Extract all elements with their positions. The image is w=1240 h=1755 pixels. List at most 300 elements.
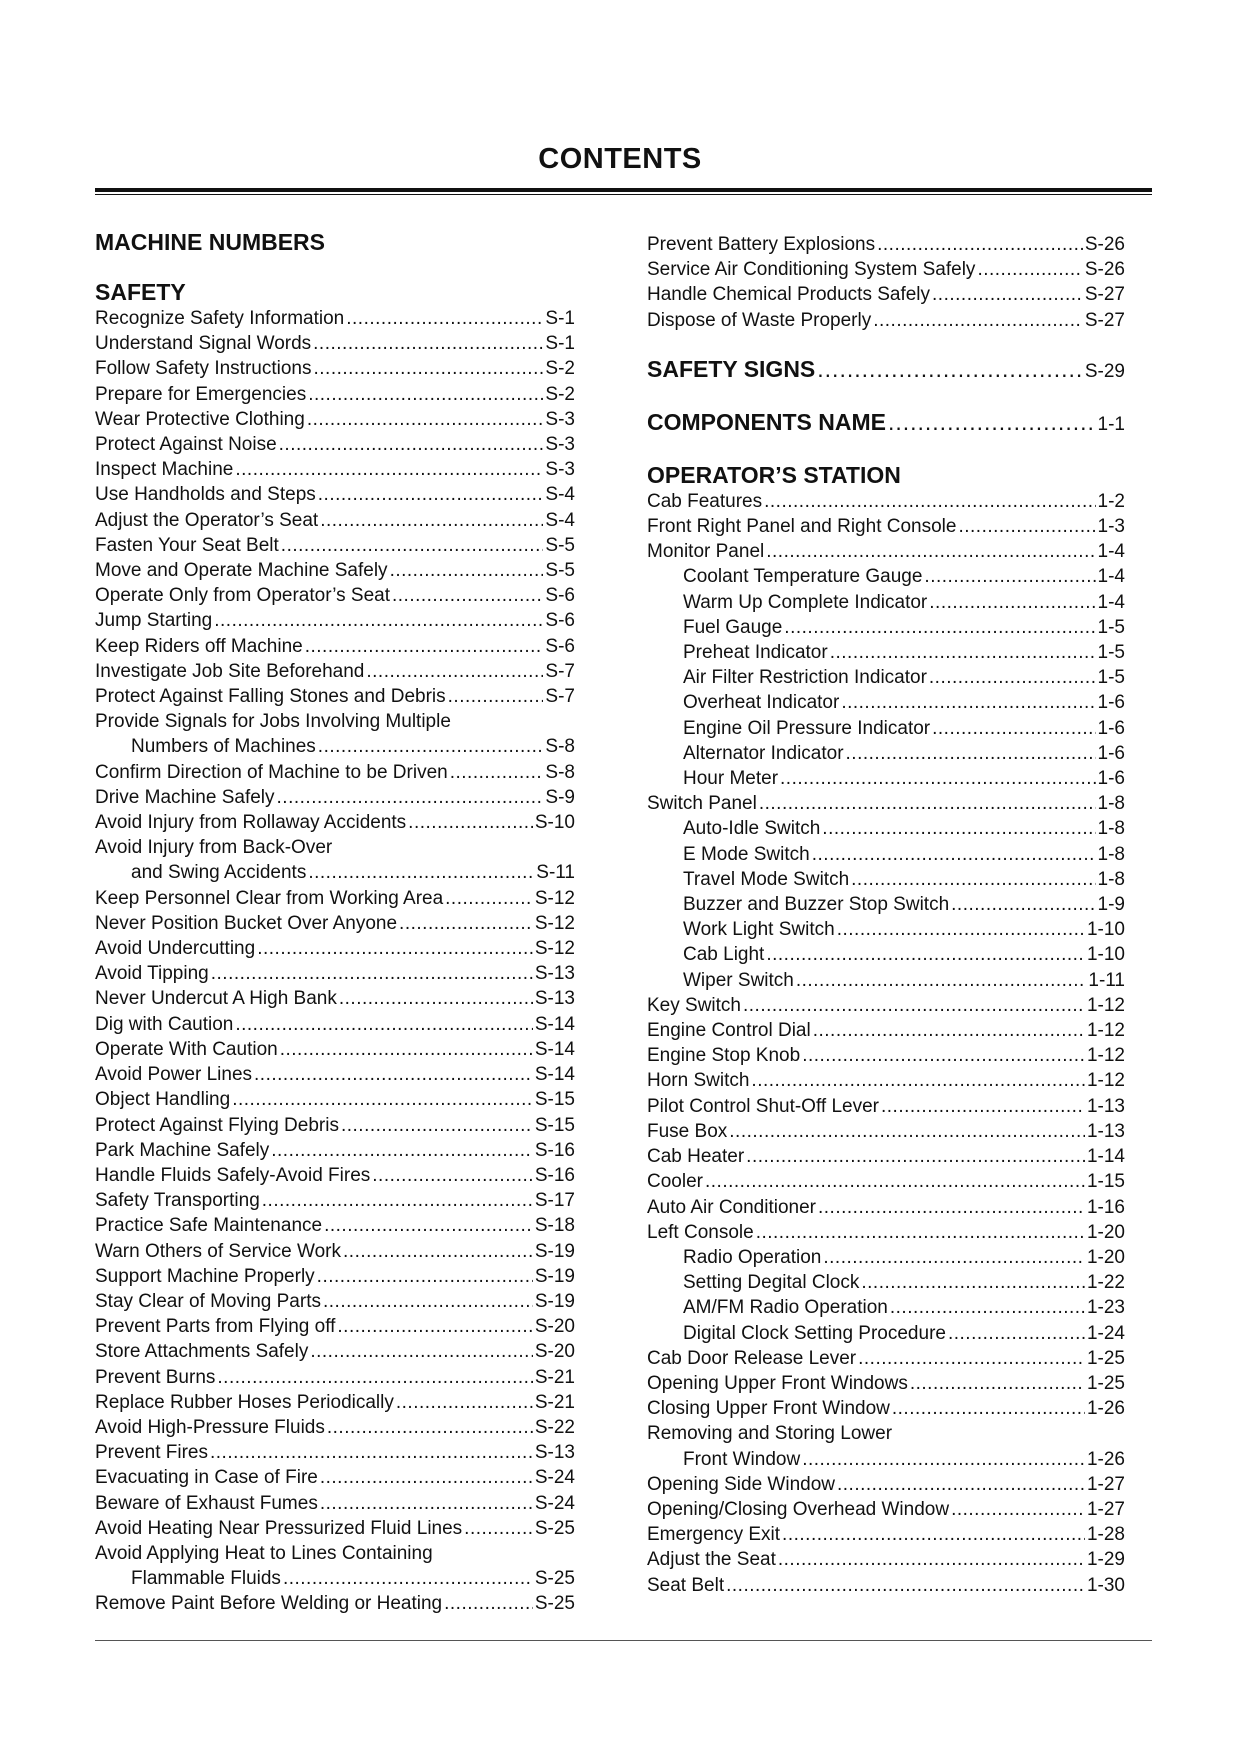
- toc-entry-title: Closing Upper Front Window: [647, 1398, 890, 1420]
- leader-dots: [277, 785, 544, 810]
- leader-dots: [759, 791, 1096, 816]
- toc-entry[interactable]: [95, 1239, 575, 1264]
- toc-entry-page: S-26: [1084, 259, 1125, 281]
- toc-entry-page: S-4: [545, 484, 575, 506]
- toc-entry-page: S-21: [534, 1366, 575, 1388]
- toc-entry[interactable]: [95, 734, 575, 759]
- toc-entry[interactable]: [647, 308, 1125, 333]
- leader-dots: [254, 1062, 533, 1087]
- toc-entry[interactable]: [95, 684, 575, 709]
- toc-entry-page: 1-1: [1097, 413, 1125, 435]
- leader-dots: [851, 867, 1095, 892]
- toc-entry[interactable]: [95, 1566, 575, 1591]
- toc-entry[interactable]: [647, 640, 1125, 665]
- toc-entry-page: 1-30: [1086, 1574, 1125, 1596]
- toc-entry-title: Prevent Burns: [95, 1366, 216, 1388]
- leader-dots: [445, 886, 533, 911]
- toc-entry-page: S-13: [534, 963, 575, 985]
- toc-entry-page: 1-8: [1097, 818, 1125, 840]
- toc-entry-page: S-25: [534, 1593, 575, 1615]
- toc-entry-page: S-2: [545, 383, 575, 405]
- toc-entry-title: Auto-Idle Switch: [683, 818, 821, 840]
- toc-entry-title: Prevent Fires: [95, 1442, 208, 1464]
- toc-safety-signs[interactable]: [647, 355, 1125, 386]
- leader-dots: [796, 968, 1087, 993]
- leader-dots: [210, 1440, 533, 1465]
- toc-entry-page: S-16: [534, 1139, 575, 1161]
- toc-entry-title: and Swing Accidents: [131, 862, 307, 884]
- toc-entry[interactable]: [647, 816, 1125, 841]
- toc-entry[interactable]: [95, 1012, 575, 1037]
- toc-entry-page: 1-4: [1097, 541, 1125, 563]
- toc-entry[interactable]: [647, 1522, 1125, 1547]
- toc-entry[interactable]: [95, 1213, 575, 1238]
- toc-entry-page: S-5: [545, 560, 575, 582]
- toc-entry-title: COMPONENTS NAME: [647, 408, 886, 435]
- toc-entry-title: Engine Stop Knob: [647, 1045, 801, 1067]
- toc-entry-title: Protect Against Noise: [95, 434, 277, 456]
- toc-entry[interactable]: [95, 356, 575, 381]
- toc-entry-page: 1-24: [1086, 1322, 1125, 1344]
- toc-entry-page: 1-6: [1097, 717, 1125, 739]
- leader-dots: [262, 1188, 533, 1213]
- toc-entry[interactable]: [95, 1289, 575, 1314]
- toc-entry-title: Overheat Indicator: [683, 692, 840, 714]
- leader-dots: [408, 810, 533, 835]
- toc-entry[interactable]: [647, 1018, 1125, 1043]
- toc-entry[interactable]: [647, 1396, 1125, 1421]
- toc-entry-title: Opening Side Window: [647, 1473, 835, 1495]
- toc-entry-title: Confirm Direction of Machine to be Driven: [95, 761, 448, 783]
- toc-entry-title: Engine Control Dial: [647, 1020, 811, 1042]
- toc-entry[interactable]: [95, 1591, 575, 1616]
- toc-entry[interactable]: [647, 791, 1125, 816]
- leader-dots: [823, 1245, 1085, 1270]
- toc-entry[interactable]: [647, 514, 1125, 539]
- toc-entry[interactable]: [95, 986, 575, 1011]
- toc-entry-page: S-19: [534, 1265, 575, 1287]
- toc-entry-page: 1-5: [1097, 667, 1125, 689]
- toc-entry-title: Inspect Machine: [95, 459, 234, 481]
- toc-entry-page: S-20: [534, 1341, 575, 1363]
- toc-entry-title: Wear Protective Clothing: [95, 408, 305, 430]
- toc-entry-title: Prevent Battery Explosions: [647, 234, 876, 255]
- leader-dots: [881, 1094, 1085, 1119]
- toc-entry-page: 1-13: [1086, 1095, 1125, 1117]
- toc-entry[interactable]: [647, 917, 1125, 942]
- toc-entry[interactable]: [95, 432, 575, 457]
- toc-entry-title: Recognize Safety Information: [95, 308, 345, 329]
- toc-entry[interactable]: [647, 1472, 1125, 1497]
- leader-dots: [310, 1339, 533, 1364]
- leader-dots: [890, 1295, 1085, 1320]
- toc-entry[interactable]: [647, 1371, 1125, 1396]
- leader-dots: [257, 936, 533, 961]
- toc-entry-title: Alternator Indicator: [683, 742, 844, 764]
- leader-dots: [782, 1522, 1085, 1547]
- toc-entry-page: 1-22: [1086, 1272, 1125, 1294]
- leader-dots: [951, 1497, 1085, 1522]
- toc-entry-title: Air Filter Restriction Indicator: [683, 667, 927, 689]
- toc-entry[interactable]: [647, 993, 1125, 1018]
- leader-dots: [802, 1447, 1085, 1472]
- toc-entry-page: S-14: [534, 1038, 575, 1060]
- toc-entry-title: Opening Upper Front Windows: [647, 1372, 908, 1394]
- toc-entry[interactable]: [95, 961, 575, 986]
- leader-dots: [341, 1113, 533, 1138]
- toc-entry-page: S-27: [1084, 284, 1125, 306]
- toc-entry[interactable]: [95, 911, 575, 936]
- toc-entry[interactable]: [95, 1339, 575, 1364]
- toc-entry-page: 1-29: [1086, 1549, 1125, 1571]
- leader-dots: [726, 1573, 1085, 1598]
- toc-entry-title: Engine Oil Pressure Indicator: [683, 717, 931, 739]
- toc-entry[interactable]: [95, 1541, 575, 1566]
- toc-entry-page: 1-12: [1086, 1020, 1125, 1042]
- leader-dots: [743, 993, 1085, 1018]
- toc-entry-title: Auto Air Conditioner: [647, 1196, 816, 1218]
- leader-dots: [951, 892, 1095, 917]
- toc-entry[interactable]: [647, 257, 1125, 282]
- toc-entry-page: 1-28: [1086, 1524, 1125, 1546]
- toc-entry[interactable]: [647, 1169, 1125, 1194]
- toc-entry[interactable]: [95, 860, 575, 885]
- toc-entry[interactable]: [647, 665, 1125, 690]
- toc-entry-title: Handle Chemical Products Safely: [647, 284, 931, 306]
- toc-entry-page: 1-4: [1097, 591, 1125, 613]
- toc-entry-title: Flammable Fluids: [131, 1568, 281, 1590]
- leader-dots: [392, 583, 543, 608]
- toc-entry[interactable]: [647, 1195, 1125, 1220]
- toc-entry[interactable]: [647, 716, 1125, 741]
- leader-dots: [830, 640, 1096, 665]
- toc-entry-page: S-25: [534, 1568, 575, 1590]
- toc-entry-title: Cab Heater: [647, 1146, 745, 1168]
- toc-entry-title: Cab Light: [683, 944, 765, 966]
- toc-entry-page: S-20: [534, 1316, 575, 1338]
- leader-dots: [320, 508, 543, 533]
- toc-entry[interactable]: [647, 232, 1125, 257]
- toc-entry-title: Safety Transporting: [95, 1190, 260, 1212]
- toc-entry-page: S-14: [534, 1064, 575, 1086]
- toc-entry-page: S-3: [545, 459, 575, 481]
- leader-dots: [751, 1068, 1085, 1093]
- toc-entry[interactable]: [647, 892, 1125, 917]
- leader-dots: [837, 1472, 1085, 1497]
- leader-dots: [308, 860, 534, 885]
- toc-entry-title: Front Window: [683, 1448, 801, 1470]
- toc-entry[interactable]: [95, 1390, 575, 1415]
- toc-entry[interactable]: [95, 835, 575, 860]
- toc-entry[interactable]: [95, 760, 575, 785]
- toc-entry-title: SAFETY SIGNS: [647, 355, 816, 382]
- toc-entry-title: Dig with Caution: [95, 1013, 234, 1035]
- leader-dots: [764, 489, 1095, 514]
- leader-dots: [948, 1321, 1085, 1346]
- bottom-rule: [95, 1640, 1152, 1641]
- toc-entry-page: S-22: [534, 1416, 575, 1438]
- toc-entry-page: 1-6: [1097, 742, 1125, 764]
- heading-operators-station[interactable]: OPERATOR’S STATION: [647, 461, 901, 488]
- leader-dots: [705, 1169, 1085, 1194]
- leader-dots: [214, 608, 543, 633]
- toc-entry-title: Use Handholds and Steps: [95, 484, 316, 506]
- toc-entry-page: 1-25: [1086, 1372, 1125, 1394]
- toc-entry-title: Handle Fluids Safely-Avoid Fires: [95, 1164, 371, 1186]
- toc-entry-title: Left Console: [647, 1221, 754, 1243]
- leader-dots: [324, 1213, 533, 1238]
- leader-dots: [307, 407, 544, 432]
- toc-entry-page: S-14: [534, 1013, 575, 1035]
- toc-entry-page: S-2: [545, 358, 575, 380]
- toc-entry[interactable]: [95, 1314, 575, 1339]
- toc-entry[interactable]: [95, 1264, 575, 1289]
- toc-entry-title: E Mode Switch: [683, 843, 810, 865]
- toc-entry[interactable]: [95, 306, 575, 331]
- toc-entry-title: Seat Belt: [647, 1574, 725, 1596]
- toc-entry[interactable]: [647, 741, 1125, 766]
- toc-entry-title: Switch Panel: [647, 793, 757, 815]
- leader-dots: [280, 1037, 533, 1062]
- toc-entry-page: 1-6: [1097, 692, 1125, 714]
- toc-entry[interactable]: [95, 886, 575, 911]
- toc-entry-page: 1-27: [1086, 1473, 1125, 1495]
- toc-entry-page: 1-12: [1086, 994, 1125, 1016]
- toc-entry[interactable]: [647, 564, 1125, 589]
- toc-entry-page: 1-6: [1097, 768, 1125, 790]
- toc-entry-page: S-3: [545, 408, 575, 430]
- leader-dots: [841, 690, 1095, 715]
- leader-dots: [235, 1012, 533, 1037]
- toc-entry-title: AM/FM Radio Operation: [683, 1297, 888, 1319]
- toc-entry-title: Buzzer and Buzzer Stop Switch: [683, 894, 950, 916]
- toc-entry[interactable]: [95, 709, 575, 734]
- toc-entry-title: Avoid Injury from Back-Over: [95, 837, 333, 859]
- toc-entry[interactable]: [647, 1119, 1125, 1144]
- leader-dots: [888, 408, 1096, 436]
- toc-entry-page: S-8: [545, 761, 575, 783]
- toc-entry[interactable]: [647, 1421, 1125, 1446]
- toc-entry-page: S-12: [534, 912, 575, 934]
- toc-entry[interactable]: [647, 1346, 1125, 1371]
- leader-dots: [450, 760, 544, 785]
- toc-entry[interactable]: [647, 590, 1125, 615]
- toc-entry-page: S-10: [534, 812, 575, 834]
- toc-entry-page: 1-14: [1086, 1146, 1125, 1168]
- toc-entry[interactable]: [647, 942, 1125, 967]
- toc-entry[interactable]: [95, 407, 575, 432]
- top-rule-thin: [95, 194, 1152, 195]
- toc-entry-title: Operate With Caution: [95, 1038, 278, 1060]
- toc-entry[interactable]: [95, 1062, 575, 1087]
- toc-entry[interactable]: [95, 331, 575, 356]
- toc-entry[interactable]: [95, 1465, 575, 1490]
- toc-entry[interactable]: [647, 867, 1125, 892]
- toc-entry-title: Never Undercut A High Bank: [95, 988, 337, 1010]
- toc-entry-page: 1-27: [1086, 1498, 1125, 1520]
- toc-entry[interactable]: [95, 1087, 575, 1112]
- toc-entry[interactable]: [95, 1516, 575, 1541]
- toc-entry-page: S-27: [1084, 309, 1125, 331]
- leader-dots: [271, 1138, 533, 1163]
- toc-entry-page: S-1: [545, 333, 575, 355]
- toc-entry-title: Park Machine Safely: [95, 1139, 270, 1161]
- heading-safety[interactable]: SAFETY: [95, 279, 186, 305]
- leader-dots: [837, 917, 1085, 942]
- toc-entry[interactable]: [95, 608, 575, 633]
- toc-entry-title: Pilot Control Shut-Off Lever: [647, 1095, 879, 1117]
- toc-entry-title: Drive Machine Safely: [95, 786, 275, 808]
- toc-entry[interactable]: [95, 634, 575, 659]
- page-title: CONTENTS: [538, 143, 702, 175]
- toc-entry-title: Monitor Panel: [647, 541, 765, 563]
- toc-entry[interactable]: [647, 690, 1125, 715]
- toc-entry-page: 1-8: [1097, 793, 1125, 815]
- leader-dots: [337, 1314, 532, 1339]
- safety-continued-list: [647, 232, 1125, 333]
- toc-entry-title: Fasten Your Seat Belt: [95, 534, 279, 556]
- toc-entry[interactable]: [647, 1497, 1125, 1522]
- toc-entry-page: S-3: [545, 434, 575, 456]
- toc-entry-title: Opening/Closing Overhead Window: [647, 1498, 950, 1520]
- toc-entry[interactable]: [95, 1415, 575, 1440]
- toc-entry[interactable]: [95, 583, 575, 608]
- toc-entry-title: Cab Door Release Lever: [647, 1347, 857, 1369]
- leader-dots: [279, 432, 544, 457]
- toc-entry-page: S-6: [545, 635, 575, 657]
- toc-entry[interactable]: [95, 533, 575, 558]
- toc-entry-page: 1-23: [1086, 1297, 1125, 1319]
- toc-entry-page: 1-20: [1086, 1246, 1125, 1268]
- toc-entry[interactable]: [647, 968, 1125, 993]
- toc-entry[interactable]: [95, 558, 575, 583]
- toc-entry[interactable]: [647, 1144, 1125, 1169]
- leader-dots: [320, 1465, 533, 1490]
- toc-entry-page: S-1: [545, 308, 575, 329]
- toc-entry[interactable]: [647, 1573, 1125, 1598]
- heading-machine-numbers[interactable]: MACHINE NUMBERS: [95, 229, 325, 255]
- toc-entry-title: Protect Against Flying Debris: [95, 1114, 339, 1136]
- leader-dots: [211, 961, 533, 986]
- toc-entry-title: Remove Paint Before Welding or Heating: [95, 1593, 443, 1615]
- left-column: [95, 228, 575, 1617]
- toc-entry[interactable]: [95, 1440, 575, 1465]
- toc-entry[interactable]: [95, 457, 575, 482]
- leader-dots: [756, 1220, 1085, 1245]
- leader-dots: [861, 1270, 1085, 1295]
- toc-entry-page: S-26: [1084, 234, 1125, 255]
- toc-entry-page: S-29: [1084, 360, 1125, 382]
- toc-entry[interactable]: [95, 659, 575, 684]
- toc-entry[interactable]: [647, 1270, 1125, 1295]
- toc-entry[interactable]: [95, 1188, 575, 1213]
- toc-entry-page: 1-16: [1086, 1196, 1125, 1218]
- toc-entry[interactable]: [647, 1547, 1125, 1572]
- leader-dots: [818, 1195, 1085, 1220]
- toc-entry[interactable]: [95, 1113, 575, 1138]
- leader-dots: [320, 1491, 533, 1516]
- leader-dots: [924, 564, 1095, 589]
- toc-entry-page: S-4: [545, 509, 575, 531]
- toc-entry[interactable]: [647, 1321, 1125, 1346]
- leader-dots: [372, 1163, 533, 1188]
- toc-entry-title: Avoid Heating Near Pressurized Fluid Lines: [95, 1517, 463, 1539]
- toc-entry[interactable]: [95, 1365, 575, 1390]
- toc-entry[interactable]: [647, 842, 1125, 867]
- toc-entry[interactable]: [647, 1068, 1125, 1093]
- operators-station-entry-list: [647, 489, 1125, 1598]
- toc-entry-page: S-7: [545, 686, 575, 708]
- toc-entry-page: S-6: [545, 610, 575, 632]
- toc-entry[interactable]: [95, 936, 575, 961]
- toc-entry[interactable]: [647, 1447, 1125, 1472]
- toc-entry[interactable]: [647, 1094, 1125, 1119]
- toc-entry-page: S-21: [534, 1391, 575, 1413]
- leader-dots: [932, 716, 1095, 741]
- toc-entry[interactable]: [95, 810, 575, 835]
- toc-entry-page: 1-9: [1097, 894, 1125, 916]
- toc-entry[interactable]: [95, 482, 575, 507]
- toc-entry-page: 1-10: [1086, 944, 1125, 966]
- toc-entry[interactable]: [647, 615, 1125, 640]
- leader-dots: [313, 331, 543, 356]
- leader-dots: [958, 514, 1095, 539]
- leader-dots: [323, 1289, 533, 1314]
- leader-dots: [444, 1591, 533, 1616]
- toc-entry[interactable]: [647, 766, 1125, 791]
- toc-entry[interactable]: [647, 282, 1125, 307]
- leader-dots: [464, 1516, 533, 1541]
- safety-entry-list: [95, 306, 575, 1617]
- toc-entry-title: Warn Others of Service Work: [95, 1240, 342, 1262]
- leader-dots: [346, 306, 543, 331]
- toc-entry-page: S-13: [534, 988, 575, 1010]
- toc-entry[interactable]: [95, 1491, 575, 1516]
- toc-entry-title: Horn Switch: [647, 1070, 750, 1092]
- toc-entry[interactable]: [647, 1043, 1125, 1068]
- toc-entry[interactable]: [95, 508, 575, 533]
- toc-entry[interactable]: [647, 489, 1125, 514]
- toc-entry-title: Digital Clock Setting Procedure: [683, 1322, 946, 1344]
- toc-entry[interactable]: [95, 785, 575, 810]
- toc-entry[interactable]: [95, 382, 575, 407]
- toc-entry-page: S-12: [534, 938, 575, 960]
- toc-entry-page: 1-4: [1097, 566, 1125, 588]
- leader-dots: [817, 355, 1083, 383]
- toc-entry-title: Provide Signals for Jobs Involving Multiple: [95, 711, 451, 733]
- toc-entry-title: Wiper Switch: [683, 969, 794, 991]
- toc-entry-page: 1-12: [1086, 1070, 1125, 1092]
- toc-entry[interactable]: [647, 539, 1125, 564]
- toc-entry[interactable]: [647, 1295, 1125, 1320]
- toc-entry-page: 1-26: [1086, 1448, 1125, 1470]
- leader-dots: [396, 1390, 533, 1415]
- toc-entry[interactable]: [647, 1245, 1125, 1270]
- toc-entry[interactable]: [647, 1220, 1125, 1245]
- leader-dots: [232, 1087, 533, 1112]
- toc-entry-title: Practice Safe Maintenance: [95, 1215, 323, 1237]
- toc-entry-title: Emergency Exit: [647, 1524, 781, 1546]
- toc-entry-title: Front Right Panel and Right Console: [647, 516, 957, 538]
- toc-entry[interactable]: [95, 1138, 575, 1163]
- toc-entry-title: Avoid High-Pressure Fluids: [95, 1416, 325, 1438]
- toc-entry-page: S-19: [534, 1240, 575, 1262]
- toc-entry-title: Move and Operate Machine Safely: [95, 560, 388, 582]
- toc-entry[interactable]: [95, 1163, 575, 1188]
- leader-dots: [873, 308, 1083, 333]
- toc-entry[interactable]: [95, 1037, 575, 1062]
- toc-components-name[interactable]: [647, 408, 1125, 439]
